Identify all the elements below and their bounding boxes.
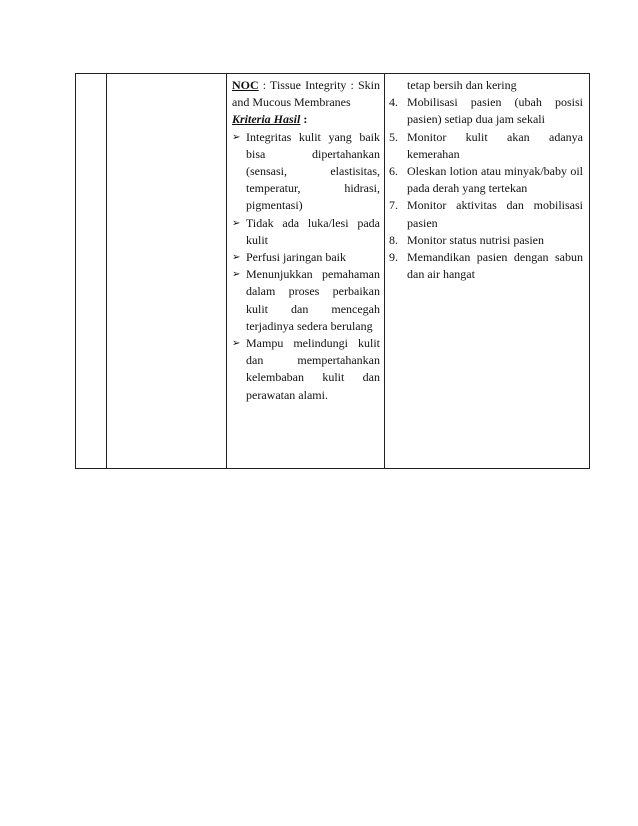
arrow-bullet-icon: ➢ [232,217,241,229]
item-number: 9. [389,250,398,265]
list-item [232,335,380,404]
table-row [76,74,590,469]
criteria-text: Mampu melindungi kulit dan mempertahankan kelembaban kulit dan perawatan alami. [246,336,380,402]
list-item [389,232,583,249]
number-cell [76,74,107,469]
intervention-list [389,94,583,283]
intervention-continuation: tetap bersih dan kering [407,78,517,92]
list-item [232,266,380,335]
diagnosis-cell [107,74,227,469]
item-text: Mobilisasi pasien (ubah posisi pasien) setiap dua jam sekali [407,95,583,127]
item-number: 6. [389,164,398,179]
item-text: Memandikan pasien dengan sabun dan air hangat [407,250,583,282]
criteria-text: Integritas kulit yang baik bisa dipertahankan (sensasi, elastisitas, temperatur, hidrasi, pigmentasi) [246,129,380,213]
arrow-bullet-icon: ➢ [232,252,241,264]
list-item [232,215,380,249]
arrow-bullet-icon: ➢ [232,269,241,281]
criteria-heading [232,111,380,128]
criteria-list [232,129,380,404]
list-item [389,163,583,197]
item-number: 5. [389,129,398,144]
item-number: 4. [389,95,398,110]
criteria-suffix: : [300,112,308,127]
care-plan-table [75,73,590,469]
arrow-bullet-icon: ➢ [232,131,241,143]
item-number: 7. [389,198,398,213]
item-text: Oleskan lotion atau minyak/baby oil pada derah yang tertekan [407,164,583,196]
noc-text: : Tissue Integrity : Skin and Mucous Membranes [232,78,380,110]
list-item [389,197,583,231]
list-item [389,94,583,128]
list-item [232,249,380,266]
arrow-bullet-icon: ➢ [232,338,241,350]
criteria-label: Kriteria Hasil [232,112,301,127]
item-text: Monitor status nutrisi pasien [407,232,544,247]
list-item [389,249,583,283]
item-text: Monitor kulit akan adanya kemerahan [407,129,583,161]
item-text: Monitor aktivitas dan mobilisasi pasien [407,198,583,230]
list-item [389,129,583,163]
noc-cell [227,74,385,469]
item-number: 8. [389,232,398,247]
intervention-cell [385,74,590,469]
criteria-text: Menunjukkan pemahaman dalam proses perbaikan kulit dan mencegah terjadinya sedera berulang [246,267,380,333]
noc-heading [232,77,380,111]
noc-label: NOC [232,78,259,92]
list-item [232,129,380,215]
criteria-text: Perfusi jaringan baik [246,250,346,265]
criteria-text: Tidak ada luka/lesi pada kulit [246,215,380,247]
